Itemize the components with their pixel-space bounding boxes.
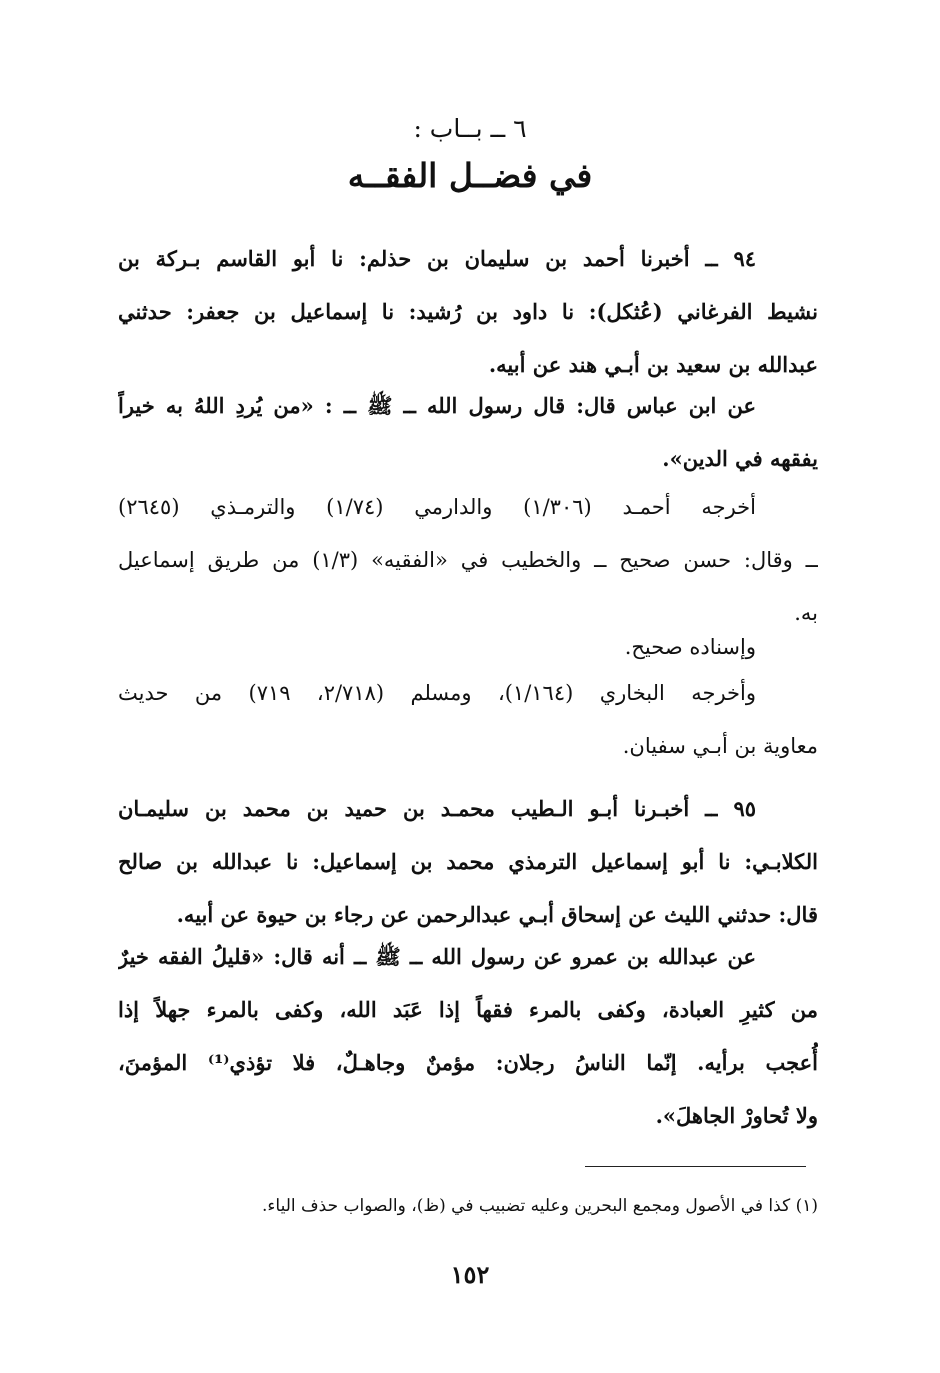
text-line: عن ابن عباس قال: قال رسول الله ــ ﷺ ــ : «من يُردِ اللهُ به خيراً	[118, 393, 756, 418]
hadith-94-isnad	[118, 232, 818, 391]
hadith-94-takhrij-2	[118, 667, 818, 773]
text-line: ٩٤ ــ أخبرنا أحمد بن سليمان بن حذلم: نا أبو القاسم بـركة بن	[118, 246, 756, 271]
text-line: ــ وقال: حسن صحيح ــ والخطيب في «الفقيه» (١/٣) من طريق إسماعيل	[118, 548, 818, 572]
text-line: نشيط الفرغاني (عُثكل): نا داود بن رُشيد: نا إسماعيل بن جعفر: حدثني	[118, 299, 818, 324]
page-number: ١٥٢	[450, 1260, 490, 1289]
text-line: ٩٥ ــ أخبـرنا أبـو الـطيب محمـد بن حميد بن محمد بن سليمـان	[118, 796, 756, 821]
text-line: من كثيرِ العبادة، وكفى بالمرء فقهاً إذا عَبَد الله، وكفى بالمرء جهلاً إذا	[118, 997, 818, 1022]
hadith-95-isnad	[118, 782, 818, 941]
text-line: وأخرجه البخاري (١/١٦٤)، ومسلم (٢/٧١٨، ٧١٩) من حديث	[118, 681, 756, 705]
chapter-number: ٦ ــ بــاب :	[413, 114, 527, 143]
hadith-95-matn	[118, 930, 818, 1142]
text-line: عبدالله بن سعيد بن أبـي هند عن أبيه.	[488, 352, 818, 377]
text-line: عن عبدالله بن عمرو عن رسول الله ــ ﷺ ــ أنه قال: «قليلُ الفقه خيرٌ	[118, 944, 756, 969]
footnote-divider	[585, 1166, 806, 1167]
text-line: يفقهه في الدين».	[662, 446, 818, 471]
text-line: وإسناده صحيح.	[624, 635, 756, 659]
footnote: (١) كذا في الأصول ومجمع البحرين وعليه تضبيب في (ظ)، والصواب حذف الياء.	[262, 1196, 818, 1216]
text-line: به.	[794, 601, 818, 625]
text-line: قال: حدثني الليث عن إسحاق أبـي عبدالرحمن عن رجاء بن حيوة عن أبيه.	[176, 902, 818, 927]
text-line: معاوية بن أبـي سفيان.	[622, 734, 818, 758]
hadith-94-matn	[118, 379, 818, 485]
text-line: الكلابـي: نا أبو إسماعيل الترمذي محمد بن إسماعيل: نا عبدالله بن صالح	[118, 849, 818, 874]
hadith-94-takhrij	[118, 481, 818, 640]
chapter-title: في فضــل الفقــه	[347, 156, 593, 195]
text-line: أخرجه أحمـد (١/٣٠٦) والدارمي (١/٧٤) والترمـذي (٢٦٤٥)	[118, 495, 756, 519]
text-line: ولا تُحاورْ الجاهلَ».	[655, 1103, 818, 1128]
text-line: أُعجب برأيه. إنّما الناسُ رجلان: مؤمنٌ وجاهـلٌ، فلا تؤذي⁽¹⁾ المؤمنَ،	[118, 1050, 818, 1075]
